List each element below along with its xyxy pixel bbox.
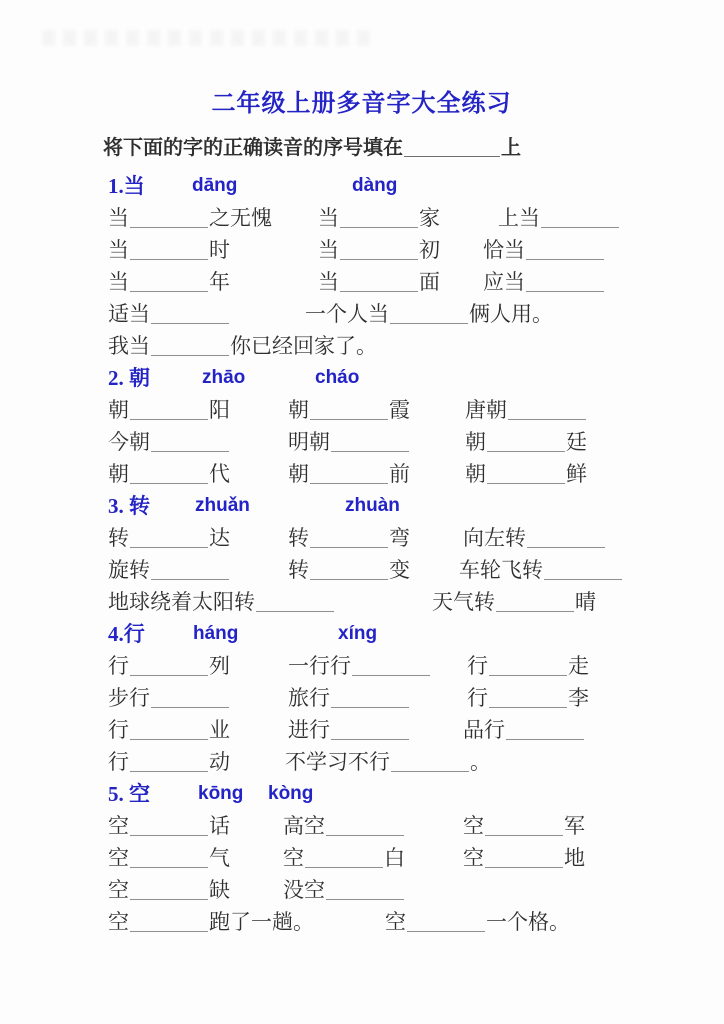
section-label: 1.当	[108, 174, 145, 198]
answer-blank	[130, 863, 208, 868]
exercise-row	[103, 266, 620, 298]
exercise-item: 应当	[483, 266, 605, 298]
exercise-item: 空 军	[463, 814, 585, 838]
answer-blank	[151, 447, 229, 452]
answer-blank	[151, 703, 229, 708]
answer-blank	[496, 607, 574, 612]
exercise-item: 不学习不行 。	[285, 750, 491, 774]
answer-blank	[331, 447, 409, 452]
pinyin-option: zhuàn	[345, 495, 400, 516]
exercise-item: 进行	[288, 714, 410, 746]
exercise-item: 转 弯	[288, 526, 410, 550]
answer-blank	[487, 479, 565, 484]
exercise-item: 空 气	[108, 846, 230, 870]
answer-blank	[340, 287, 418, 292]
answer-blank	[151, 319, 229, 324]
exercise-item: 明朝	[288, 426, 410, 458]
exercise-item: 空 白	[283, 846, 405, 870]
answer-blank	[489, 671, 567, 676]
exercise-section	[103, 362, 620, 490]
answer-blank	[130, 671, 208, 676]
answer-blank	[130, 927, 208, 932]
pinyin-option: háng	[193, 623, 239, 644]
exercise-section	[103, 618, 620, 778]
section-header	[103, 170, 620, 202]
pinyin-option: xíng	[338, 623, 378, 644]
exercise-item: 行 业	[108, 718, 230, 742]
exercise-row	[103, 426, 620, 458]
instruction-text-post: 上	[501, 137, 521, 159]
answer-blank	[526, 287, 604, 292]
exercise-row	[103, 746, 620, 778]
exercise-item: 空 话	[108, 814, 230, 838]
exercise-item: 朝 代	[108, 462, 230, 486]
answer-blank	[506, 735, 584, 740]
exercise-item: 没空	[283, 874, 405, 906]
pinyin-option: dāng	[192, 175, 238, 196]
exercise-item: 空 跑了一趟。	[108, 910, 314, 934]
answer-blank	[130, 415, 208, 420]
answer-blank	[526, 255, 604, 260]
section-header	[103, 490, 620, 522]
exercise-row	[103, 682, 620, 714]
exercise-item: 转 达	[108, 526, 230, 550]
answer-blank	[541, 223, 619, 228]
section-label: 3. 转	[108, 494, 150, 518]
instruction-line	[103, 132, 620, 164]
answer-blank	[151, 351, 229, 356]
pinyin-option: kòng	[268, 783, 314, 804]
pinyin-option: kōng	[198, 783, 244, 804]
exercise-item: 朝 阳	[108, 398, 230, 422]
answer-blank	[489, 703, 567, 708]
exercise-item: 唐朝	[465, 394, 587, 426]
exercise-item: 旅行	[288, 682, 410, 714]
answer-blank	[130, 895, 208, 900]
exercise-item: 空 地	[463, 846, 585, 870]
exercise-item: 朝 鲜	[465, 462, 587, 486]
exercise-item: 空 一个格。	[385, 910, 570, 934]
exercise-item: 向左转	[463, 522, 606, 554]
answer-blank	[130, 479, 208, 484]
answer-blank	[151, 575, 229, 580]
exercise-item: 我当 你已经回家了。	[108, 334, 377, 358]
exercise-section	[103, 778, 620, 938]
answer-blank	[391, 767, 469, 772]
exercise-item: 一行行	[288, 650, 431, 682]
exercise-row	[103, 906, 620, 938]
exercise-row	[103, 554, 620, 586]
answer-blank	[407, 927, 485, 932]
pinyin-option: zhuǎn	[195, 495, 250, 516]
answer-blank	[508, 415, 586, 420]
exercise-row	[103, 458, 620, 490]
exercise-row	[103, 586, 620, 618]
answer-blank	[485, 863, 563, 868]
answer-blank	[487, 447, 565, 452]
exercise-item: 一个人当 俩人用。	[305, 302, 553, 326]
pinyin-option: cháo	[315, 367, 360, 388]
answer-blank	[326, 831, 404, 836]
exercise-item: 上当	[498, 202, 620, 234]
exercise-row	[103, 330, 620, 362]
exercise-item: 今朝	[108, 426, 230, 458]
exercise-item: 行 李	[467, 686, 589, 710]
exercise-row	[103, 298, 620, 330]
answer-blank	[305, 863, 383, 868]
answer-blank	[404, 152, 500, 157]
answer-blank	[485, 831, 563, 836]
exercise-row	[103, 842, 620, 874]
worksheet-content	[0, 88, 724, 938]
exercise-section	[103, 170, 620, 362]
answer-blank	[326, 895, 404, 900]
answer-blank	[130, 543, 208, 548]
exercise-sections	[103, 170, 620, 938]
exercise-row	[103, 714, 620, 746]
instruction-text-pre: 将下面的字的正确读音的序号填在	[103, 137, 403, 159]
answer-blank	[130, 735, 208, 740]
answer-blank	[130, 223, 208, 228]
answer-blank	[310, 543, 388, 548]
answer-blank	[256, 607, 334, 612]
exercise-item: 当 时	[108, 238, 230, 262]
exercise-item: 朝 廷	[465, 430, 587, 454]
section-header	[103, 618, 620, 650]
section-header	[103, 362, 620, 394]
exercise-item: 当 家	[318, 206, 440, 230]
exercise-item: 朝 霞	[288, 398, 410, 422]
exercise-item: 当 之无愧	[108, 206, 272, 230]
section-label: 4.行	[108, 622, 145, 646]
exercise-item: 转 变	[288, 558, 410, 582]
exercise-section	[103, 490, 620, 618]
exercise-row	[103, 202, 620, 234]
watermark-ghost	[42, 30, 372, 46]
exercise-item: 地球绕着太阳转	[108, 586, 335, 618]
exercise-item: 行 走	[467, 654, 589, 678]
section-label: 5. 空	[108, 782, 150, 806]
answer-blank	[352, 671, 430, 676]
exercise-item: 朝 前	[288, 462, 410, 486]
answer-blank	[310, 479, 388, 484]
answer-blank	[331, 703, 409, 708]
exercise-item: 行 列	[108, 654, 230, 678]
exercise-row	[103, 522, 620, 554]
exercise-item: 空 缺	[108, 878, 230, 902]
exercise-item: 车轮飞转	[459, 554, 623, 586]
answer-blank	[340, 223, 418, 228]
exercise-item: 品行	[463, 714, 585, 746]
exercise-row	[103, 810, 620, 842]
answer-blank	[527, 543, 605, 548]
section-label: 2. 朝	[108, 366, 150, 390]
exercise-item: 恰当	[483, 234, 605, 266]
exercise-item: 当 年	[108, 270, 230, 294]
exercise-item: 高空	[283, 810, 405, 842]
exercise-item: 旋转	[108, 554, 230, 586]
exercise-row	[103, 650, 620, 682]
answer-blank	[130, 831, 208, 836]
section-header	[103, 778, 620, 810]
exercise-item: 适当	[108, 298, 230, 330]
exercise-row	[103, 874, 620, 906]
answer-blank	[310, 575, 388, 580]
answer-blank	[340, 255, 418, 260]
answer-blank	[130, 287, 208, 292]
pinyin-option: zhāo	[202, 367, 246, 388]
exercise-row	[103, 234, 620, 266]
exercise-item: 当 初	[318, 238, 440, 262]
answer-blank	[544, 575, 622, 580]
answer-blank	[331, 735, 409, 740]
pinyin-option: dàng	[352, 175, 398, 196]
answer-blank	[310, 415, 388, 420]
exercise-item: 天气转 晴	[432, 590, 596, 614]
page-title: 二年级上册多音字大全练习	[211, 91, 512, 117]
exercise-item: 行 动	[108, 750, 230, 774]
exercise-item: 当 面	[318, 270, 440, 294]
answer-blank	[390, 319, 468, 324]
answer-blank	[130, 767, 208, 772]
exercise-row	[103, 394, 620, 426]
exercise-item: 步行	[108, 682, 230, 714]
answer-blank	[130, 255, 208, 260]
